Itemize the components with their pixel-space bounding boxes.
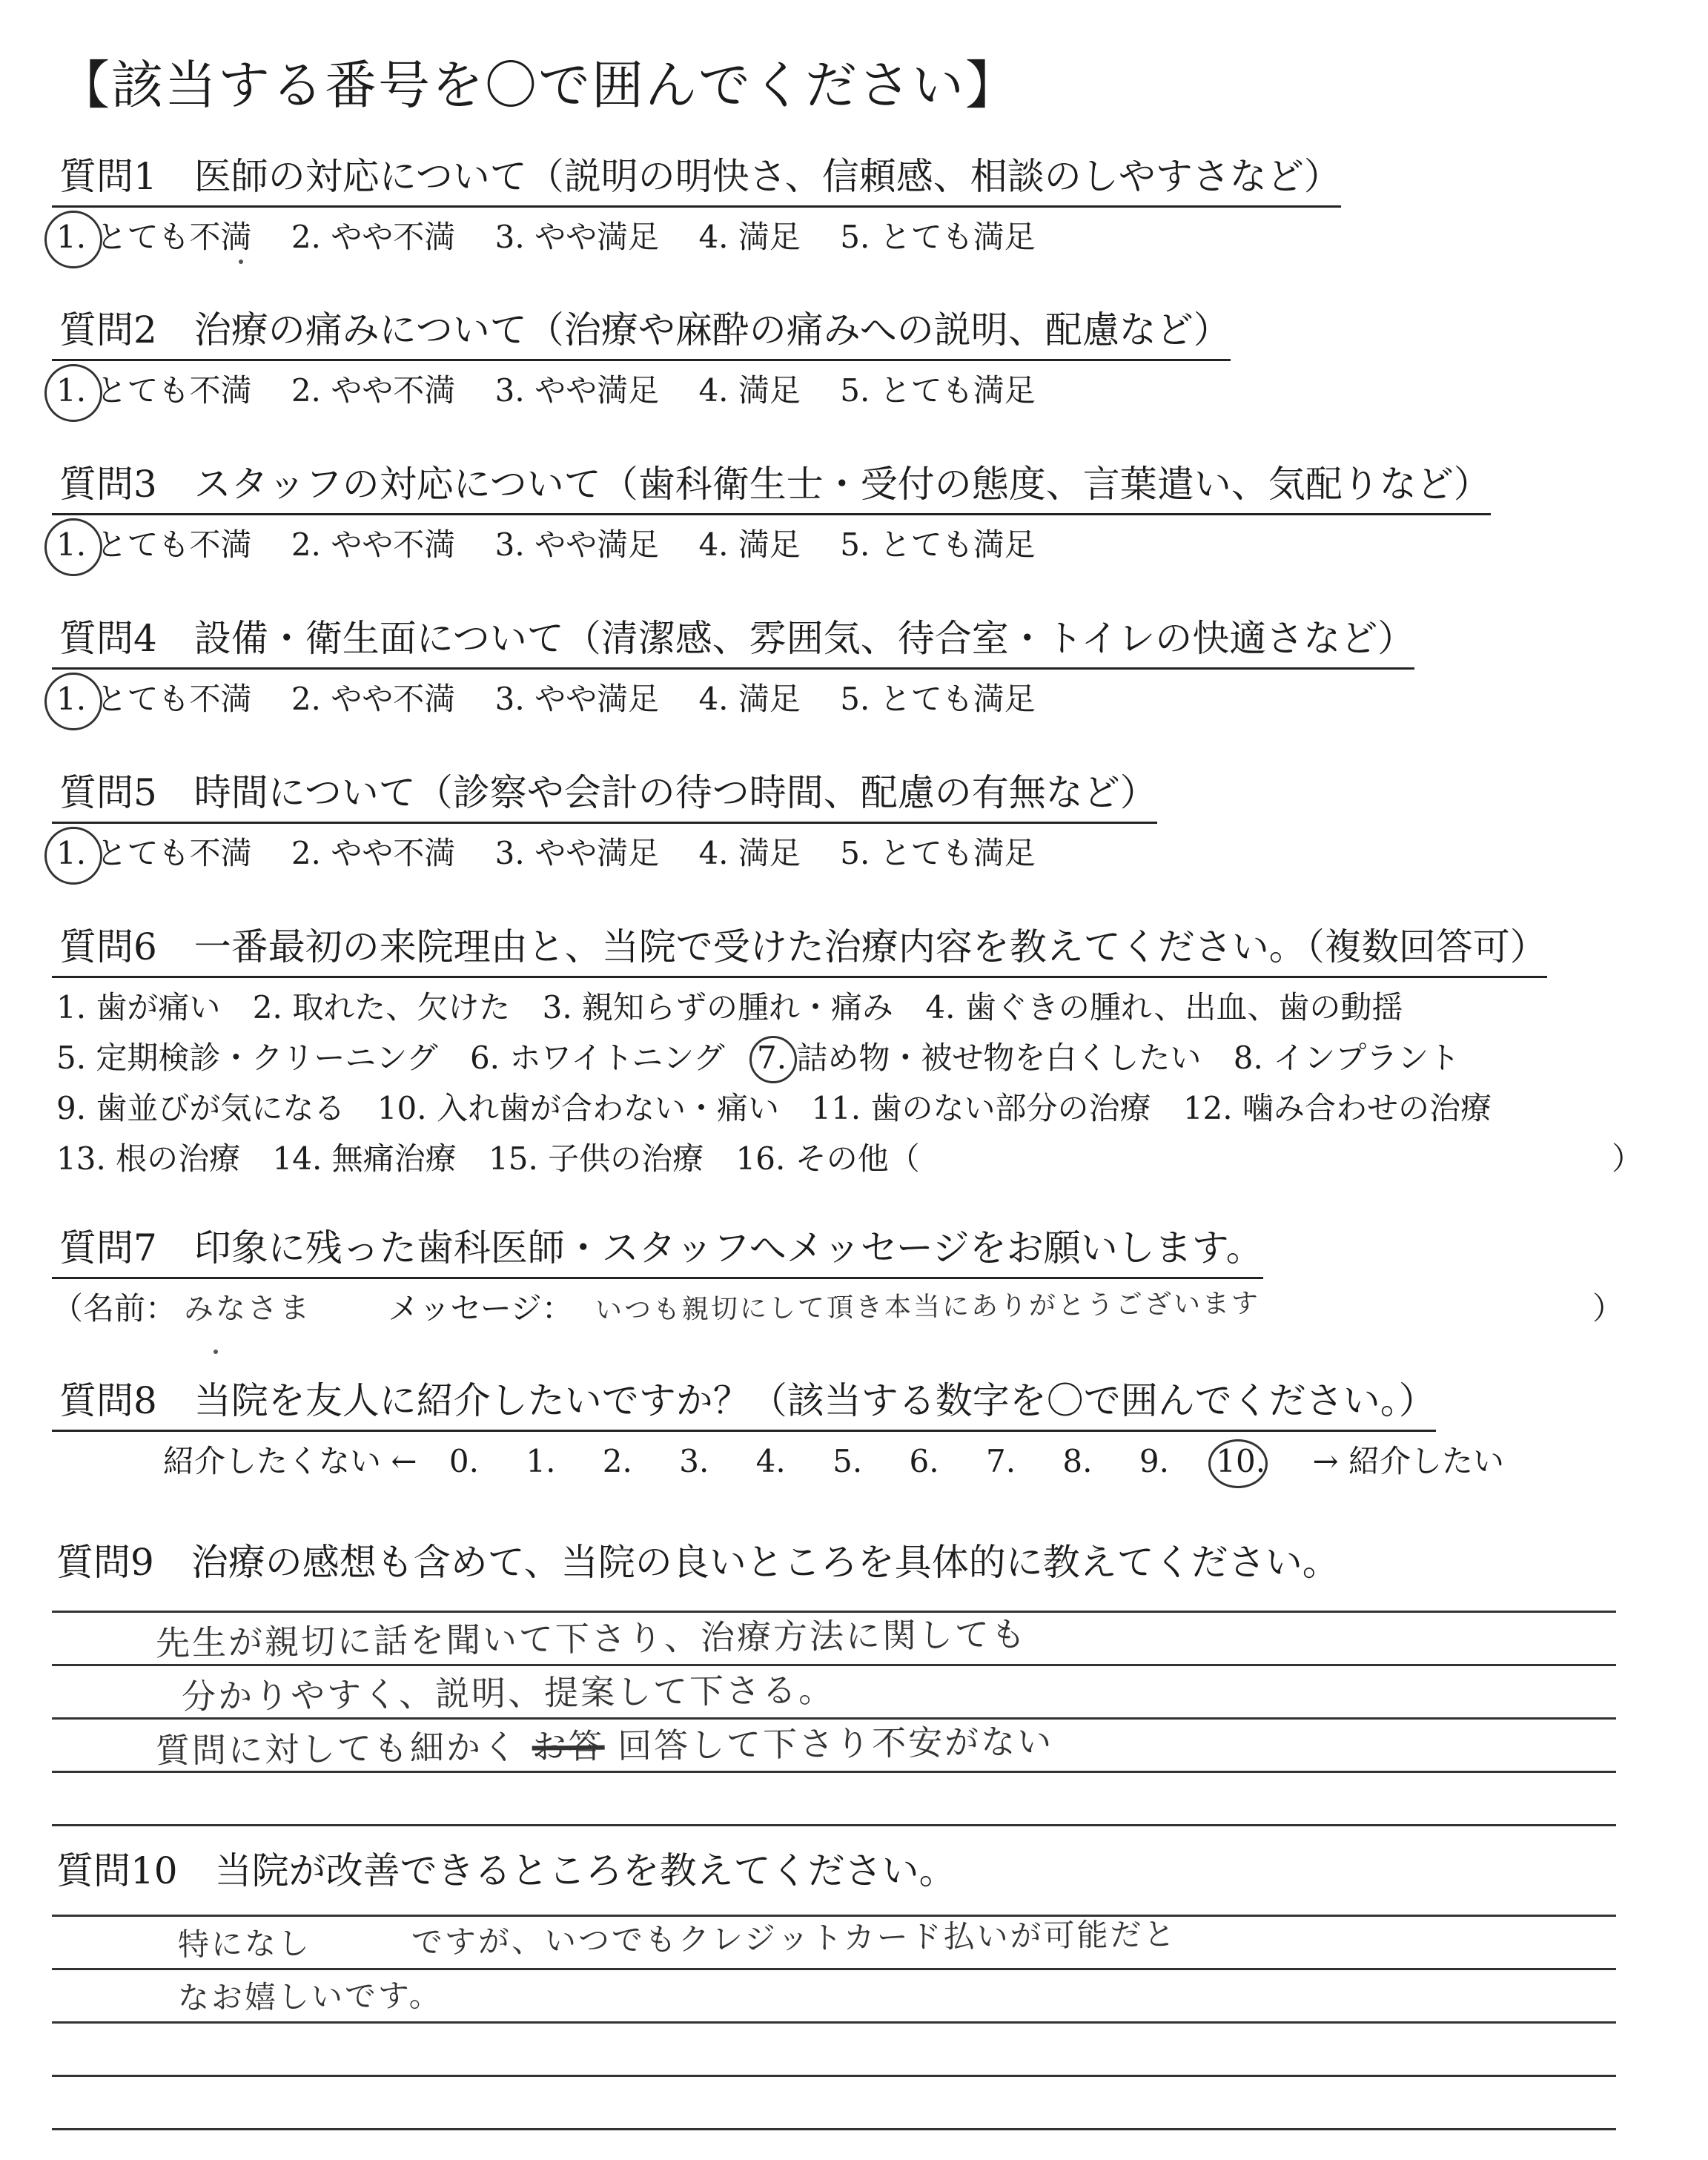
question-2 xyxy=(52,305,1231,413)
question-10-title: 質問10 当院が改善できるところを教えてください。 xyxy=(56,1849,956,1892)
option-6[interactable]: 6. ホワイトニング xyxy=(469,1040,725,1076)
scale-1[interactable]: 1. xyxy=(526,1443,556,1479)
option-5[interactable]: 5. とても満足 xyxy=(840,681,1036,717)
option-1[interactable]: 1. とても不満 xyxy=(56,215,251,260)
question-7 xyxy=(52,1223,1646,1333)
option-2[interactable]: 2. やや不満 xyxy=(291,219,456,255)
option-2[interactable]: 2. やや不満 xyxy=(291,835,456,871)
answer-box-10[interactable] xyxy=(52,1906,1616,2143)
selection-circle xyxy=(749,1036,797,1083)
question-4-title: 質問4 設備・衛生面について（清潔感、雰囲気、待合室・トイレの快適さなど） xyxy=(52,614,1414,670)
option-5[interactable]: 5. 定期検診・クリーニング xyxy=(56,1040,438,1076)
scale-0[interactable]: 0. xyxy=(448,1443,479,1479)
scale-high-label: → 紹介したい xyxy=(1312,1443,1504,1479)
ruled-line xyxy=(52,2075,1616,2077)
ruled-line xyxy=(52,1968,1616,1970)
option-5[interactable]: 5. とても満足 xyxy=(840,835,1036,871)
option-3[interactable]: 3. やや満足 xyxy=(494,835,660,871)
option-4[interactable]: 4. 満足 xyxy=(698,526,801,563)
answer-line-1: 特になし ですが、いつでもクレジットカード払いが可能だと xyxy=(177,1915,1177,1963)
option-4[interactable]: 4. 歯ぐきの腫れ、出血、歯の動揺 xyxy=(925,989,1403,1025)
option-5[interactable]: 5. とても満足 xyxy=(840,526,1036,563)
ruled-line xyxy=(52,1824,1616,1826)
option-4[interactable]: 4. 満足 xyxy=(698,219,801,255)
option-4[interactable]: 4. 満足 xyxy=(698,681,801,717)
question-6-title: 質問6 一番最初の来院理由と、当院で受けた治療内容を教えてください。（複数回答可） xyxy=(52,922,1547,978)
question-4-options xyxy=(56,677,1414,721)
answer-line-2: 分かりやすく、説明、提案して下さる。 xyxy=(181,1669,835,1717)
option-15[interactable]: 15. 子供の治療 xyxy=(489,1140,704,1177)
option-12[interactable]: 12. 噛み合わせの治療 xyxy=(1182,1090,1492,1126)
question-5-options xyxy=(56,831,1157,876)
message-close-paren: ） xyxy=(1592,1290,1623,1327)
question-4 xyxy=(52,614,1414,721)
selection-circle xyxy=(44,211,102,268)
other-close-paren: ） xyxy=(1611,1140,1643,1177)
option-13[interactable]: 13. 根の治療 xyxy=(56,1140,241,1177)
answer-box-9[interactable] xyxy=(52,1602,1616,1824)
scale-9[interactable]: 9. xyxy=(1139,1443,1169,1479)
message-field[interactable]: いつも親切にして頂き本当にありがとうございます xyxy=(595,1288,1261,1326)
option-4[interactable]: 4. 満足 xyxy=(698,372,801,409)
scale-4[interactable]: 4. xyxy=(755,1443,786,1479)
option-2[interactable]: 2. やや不満 xyxy=(291,681,456,717)
option-2[interactable]: 2. やや不満 xyxy=(291,526,456,563)
question-1-options xyxy=(56,215,1341,260)
option-3[interactable]: 3. やや満足 xyxy=(494,526,660,563)
ruled-line xyxy=(52,2021,1616,2024)
selection-circle xyxy=(44,827,102,885)
scale-8[interactable]: 8. xyxy=(1062,1443,1093,1479)
stray-mark xyxy=(214,1350,218,1354)
option-3[interactable]: 3. 親知らずの腫れ・痛み xyxy=(542,989,894,1025)
question-1 xyxy=(52,152,1341,260)
option-3[interactable]: 3. やや満足 xyxy=(494,219,660,255)
option-11[interactable]: 11. 歯のない部分の治療 xyxy=(811,1090,1151,1126)
question-5-title: 質問5 時間について（診察や会計の待つ時間、配慮の有無など） xyxy=(52,768,1157,824)
scale-2[interactable]: 2. xyxy=(602,1443,632,1479)
option-2[interactable]: 2. 取れた、欠けた xyxy=(252,989,511,1025)
option-1[interactable]: 1. とても不満 xyxy=(56,677,251,721)
option-3[interactable]: 3. やや満足 xyxy=(494,372,660,409)
option-7[interactable]: 7. 詰め物・被せ物を白くしたい xyxy=(757,1033,1201,1083)
message-label: メッセージ： xyxy=(388,1290,573,1327)
option-9[interactable]: 9. 歯並びが気になる xyxy=(56,1090,345,1126)
question-3-title: 質問3 スタッフの対応について（歯科衛生士・受付の態度、言葉遣い、気配りなど） xyxy=(52,460,1491,515)
question-9 xyxy=(52,1538,1340,1587)
option-5[interactable]: 5. とても満足 xyxy=(840,372,1036,409)
option-1[interactable]: 1. とても不満 xyxy=(56,831,251,876)
option-1[interactable]: 1. 歯が痛い xyxy=(56,989,221,1025)
option-3[interactable]: 3. やや満足 xyxy=(494,681,660,717)
question-9-title: 質問9 治療の感想も含めて、当院の良いところを具体的に教えてください。 xyxy=(56,1541,1340,1584)
question-5 xyxy=(52,768,1157,876)
question-8 xyxy=(52,1376,1646,1485)
name-label: （名前： xyxy=(52,1290,177,1327)
option-8[interactable]: 8. インプラント xyxy=(1233,1040,1460,1076)
question-6-options xyxy=(56,982,1643,1184)
question-2-title: 質問2 治療の痛みについて（治療や麻酔の痛みへの説明、配慮など） xyxy=(52,305,1231,361)
ruled-line xyxy=(52,2128,1616,2130)
selection-circle xyxy=(1208,1439,1268,1488)
selection-circle xyxy=(44,518,102,576)
stray-mark xyxy=(239,260,243,264)
page-title: 【該当する番号を〇で囲んでください】 xyxy=(58,55,1019,116)
selection-circle xyxy=(44,673,102,730)
option-16[interactable]: 16. その他（ xyxy=(735,1140,920,1177)
option-1[interactable]: 1. とても不満 xyxy=(56,369,251,413)
struck-text: お答 xyxy=(532,1725,605,1767)
scale-6[interactable]: 6. xyxy=(909,1443,939,1479)
scale-low-label: 紹介したくない ← xyxy=(163,1443,417,1479)
name-field[interactable]: みなさま xyxy=(183,1291,312,1327)
scale-7[interactable]: 7. xyxy=(985,1443,1016,1479)
option-5[interactable]: 5. とても満足 xyxy=(840,219,1036,255)
scale-5[interactable]: 5. xyxy=(833,1443,863,1479)
question-7-title: 質問7 印象に残った歯科医師・スタッフへメッセージをお願いします。 xyxy=(52,1223,1263,1279)
answer-line-1: 先生が親切に話を聞いて下さり、治療方法に関しても xyxy=(155,1614,1028,1663)
question-3-options xyxy=(56,523,1491,567)
question-2-options xyxy=(56,369,1231,413)
scale-3[interactable]: 3. xyxy=(679,1443,709,1479)
option-1[interactable]: 1. とても不満 xyxy=(56,523,251,567)
option-10[interactable]: 10. 入れ歯が合わない・痛い xyxy=(377,1090,779,1126)
answer-line-2: なお嬉しいです。 xyxy=(177,1977,443,2016)
option-14[interactable]: 14. 無痛治療 xyxy=(272,1140,457,1177)
question-10 xyxy=(52,1846,956,1895)
scale-10[interactable]: 10. xyxy=(1216,1438,1265,1485)
recommend-scale xyxy=(163,1438,1646,1485)
option-2[interactable]: 2. やや不満 xyxy=(291,372,456,409)
question-1-title: 質問1 医師の対応について（説明の明快さ、信頼感、相談のしやすさなど） xyxy=(52,152,1341,208)
question-6 xyxy=(52,922,1646,1184)
option-4[interactable]: 4. 満足 xyxy=(698,835,801,871)
question-8-title: 質問8 当院を友人に紹介したいですか？（該当する数字を〇で囲んでください。） xyxy=(52,1376,1436,1432)
selection-circle xyxy=(44,364,102,422)
message-row xyxy=(52,1287,1623,1333)
question-3 xyxy=(52,460,1491,567)
answer-line-3: 質問に対しても細かく お答 回答して下さり不安がない xyxy=(155,1721,1054,1771)
